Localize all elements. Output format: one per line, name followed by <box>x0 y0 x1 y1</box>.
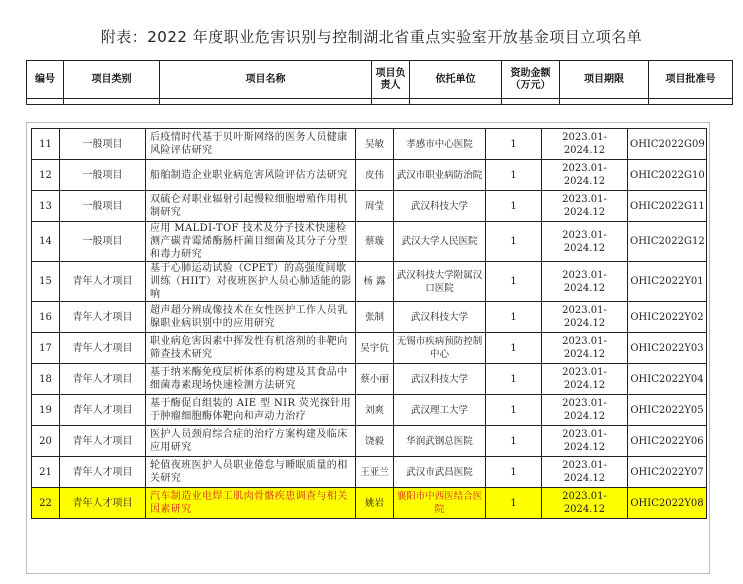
row-name-cell: 基于心肺运动试验（CPET）的高强度间歇训练（HIIT）对夜班医护人员心肺适能的影响 <box>146 262 356 302</box>
row-period-cell: 2023.01-2024.12 <box>542 222 628 262</box>
table-row <box>32 129 707 160</box>
row-funding-cell: 1 <box>486 191 542 222</box>
row-name-cell: 职业病危害因素中挥发性有机溶剂的非靶向筛查技术研究 <box>146 333 356 364</box>
header-unit: 依托单位 <box>410 61 502 99</box>
row-unit-cell: 华润武钢总医院 <box>394 426 486 457</box>
row-approval-cell: OHIC2022Y07 <box>628 457 707 488</box>
row-no-cell: 12 <box>32 160 60 191</box>
row-approval-cell: OHIC2022G11 <box>628 191 707 222</box>
row-no-cell: 21 <box>32 457 60 488</box>
row-name-cell: 双硫仑对职业辐射引起慢粒细胞增殖作用机制研究 <box>146 191 356 222</box>
row-leader-cell: 皮伟 <box>356 160 394 191</box>
row-unit-cell: 孝感市中心医院 <box>394 129 486 160</box>
filler-cell <box>160 99 372 105</box>
row-approval-cell: OHIC2022Y05 <box>628 395 707 426</box>
table-row <box>32 488 707 519</box>
row-category-cell: 青年人才项目 <box>60 426 146 457</box>
filler-cell <box>64 99 160 105</box>
row-no-cell: 13 <box>32 191 60 222</box>
row-leader-cell: 刘爽 <box>356 395 394 426</box>
row-period-cell: 2023.01-2024.12 <box>542 160 628 191</box>
row-unit-cell: 襄阳市中西医结合医院 <box>394 488 486 519</box>
row-unit-cell: 武汉市武昌医院 <box>394 457 486 488</box>
row-no-cell: 16 <box>32 302 60 333</box>
table-row <box>32 302 707 333</box>
row-no-cell: 22 <box>32 488 60 519</box>
table-row <box>32 395 707 426</box>
row-no-cell: 20 <box>32 426 60 457</box>
row-leader-cell: 饶毅 <box>356 426 394 457</box>
row-funding-cell: 1 <box>486 129 542 160</box>
row-approval-cell: OHIC2022G12 <box>628 222 707 262</box>
row-funding-cell: 1 <box>486 222 542 262</box>
row-unit-cell: 武汉市职业病防治院 <box>394 160 486 191</box>
filler-cell <box>502 99 560 105</box>
row-period-cell: 2023.01-2024.12 <box>542 302 628 333</box>
row-name-cell: 船舶制造企业职业病危害风险评估方法研究 <box>146 160 356 191</box>
row-no-cell: 11 <box>32 129 60 160</box>
row-name-cell: 轮值夜班医护人员职业倦怠与睡眠质量的相关研究 <box>146 457 356 488</box>
row-funding-cell: 1 <box>486 302 542 333</box>
row-period-cell: 2023.01-2024.12 <box>542 488 628 519</box>
row-funding-cell: 1 <box>486 160 542 191</box>
row-period-cell: 2023.01-2024.12 <box>542 333 628 364</box>
table-row <box>32 191 707 222</box>
row-period-cell: 2023.01-2024.12 <box>542 364 628 395</box>
row-leader-cell: 吴宇伉 <box>356 333 394 364</box>
header-filler-row <box>27 99 733 105</box>
row-category-cell: 一般项目 <box>60 191 146 222</box>
table-row <box>32 426 707 457</box>
row-leader-cell: 蔡小丽 <box>356 364 394 395</box>
row-name-cell: 汽车制造业电焊工肌肉骨骼疾患调查与相关因素研究 <box>146 488 356 519</box>
row-period-cell: 2023.01-2024.12 <box>542 191 628 222</box>
row-name-cell: 应用 MALDI-TOF 技术及分子技术快速检测产碳青霉烯酶肠杆菌目细菌及其分子分型和毒力研究 <box>146 222 356 262</box>
row-category-cell: 一般项目 <box>60 222 146 262</box>
row-leader-cell: 杨 露 <box>356 262 394 302</box>
row-category-cell: 青年人才项目 <box>60 488 146 519</box>
row-category-cell: 一般项目 <box>60 160 146 191</box>
table-row <box>32 333 707 364</box>
filler-cell <box>410 99 502 105</box>
table-row <box>32 457 707 488</box>
row-approval-cell: OHIC2022G09 <box>628 129 707 160</box>
row-category-cell: 青年人才项目 <box>60 262 146 302</box>
header-period: 项目期限 <box>560 61 649 99</box>
row-funding-cell: 1 <box>486 262 542 302</box>
header-leader: 项目负责人 <box>372 61 410 99</box>
row-unit-cell: 武汉科技大学 <box>394 302 486 333</box>
row-name-cell: 医护人员颈肩综合症的治疗方案构建及临床应用研究 <box>146 426 356 457</box>
header-category: 项目类别 <box>64 61 160 99</box>
row-no-cell: 15 <box>32 262 60 302</box>
row-funding-cell: 1 <box>486 457 542 488</box>
row-funding-cell: 1 <box>486 426 542 457</box>
row-no-cell: 18 <box>32 364 60 395</box>
row-leader-cell: 张制 <box>356 302 394 333</box>
row-unit-cell: 武汉大学人民医院 <box>394 222 486 262</box>
project-table <box>31 128 707 519</box>
table-row <box>32 364 707 395</box>
row-name-cell: 后疫情时代基于贝叶斯网络的医务人员健康风险评估研究 <box>146 129 356 160</box>
row-approval-cell: OHIC2022Y06 <box>628 426 707 457</box>
row-period-cell: 2023.01-2024.12 <box>542 395 628 426</box>
row-approval-cell: OHIC2022Y01 <box>628 262 707 302</box>
row-period-cell: 2023.01-2024.12 <box>542 426 628 457</box>
row-approval-cell: OHIC2022Y04 <box>628 364 707 395</box>
row-unit-cell: 武汉科技大学 <box>394 364 486 395</box>
row-period-cell: 2023.01-2024.12 <box>542 129 628 160</box>
page-title: 附表：2022 年度职业危害识别与控制湖北省重点实验室开放基金项目立项名单 <box>100 28 643 46</box>
header-no: 编号 <box>27 61 64 99</box>
row-period-cell: 2023.01-2024.12 <box>542 457 628 488</box>
table-row <box>32 222 707 262</box>
header-table <box>26 60 733 105</box>
row-unit-cell: 武汉科技大学附属汉口医院 <box>394 262 486 302</box>
header-approval: 项目批准号 <box>649 61 733 99</box>
row-no-cell: 14 <box>32 222 60 262</box>
row-unit-cell: 武汉理工大学 <box>394 395 486 426</box>
row-category-cell: 青年人才项目 <box>60 364 146 395</box>
row-category-cell: 青年人才项目 <box>60 302 146 333</box>
row-leader-cell: 姚岩 <box>356 488 394 519</box>
table-row <box>32 262 707 302</box>
header-funding: 资助金额（万元） <box>502 61 560 99</box>
row-funding-cell: 1 <box>486 333 542 364</box>
row-period-cell: 2023.01-2024.12 <box>542 262 628 302</box>
header-name: 项目名称 <box>160 61 372 99</box>
row-no-cell: 19 <box>32 395 60 426</box>
row-name-cell: 超声超分辨成像技术在女性医护工作人员乳腺职业病识别中的应用研究 <box>146 302 356 333</box>
filler-cell <box>649 99 733 105</box>
table-row <box>32 160 707 191</box>
row-approval-cell: OHIC2022Y08 <box>628 488 707 519</box>
row-unit-cell: 无锡市疾病预防控制中心 <box>394 333 486 364</box>
row-leader-cell: 周莹 <box>356 191 394 222</box>
row-leader-cell: 吴敏 <box>356 129 394 160</box>
filler-cell <box>27 99 64 105</box>
row-no-cell: 17 <box>32 333 60 364</box>
row-category-cell: 一般项目 <box>60 129 146 160</box>
row-category-cell: 青年人才项目 <box>60 457 146 488</box>
row-category-cell: 青年人才项目 <box>60 395 146 426</box>
row-approval-cell: OHIC2022Y03 <box>628 333 707 364</box>
row-funding-cell: 1 <box>486 364 542 395</box>
row-name-cell: 基于纳米酶免疫层析体系的构建及其食品中细菌毒素现场快速检测方法研究 <box>146 364 356 395</box>
row-funding-cell: 1 <box>486 488 542 519</box>
row-name-cell: 基于酶促自组装的 AIE 型 NIR 荧光探针用于肿瘤细胞酶体靶向和声动力治疗 <box>146 395 356 426</box>
row-leader-cell: 王亚兰 <box>356 457 394 488</box>
filler-cell <box>372 99 410 105</box>
filler-cell <box>560 99 649 105</box>
row-unit-cell: 武汉科技大学 <box>394 191 486 222</box>
row-leader-cell: 蔡璇 <box>356 222 394 262</box>
row-category-cell: 青年人才项目 <box>60 333 146 364</box>
row-approval-cell: OHIC2022Y02 <box>628 302 707 333</box>
row-approval-cell: OHIC2022G10 <box>628 160 707 191</box>
row-funding-cell: 1 <box>486 395 542 426</box>
